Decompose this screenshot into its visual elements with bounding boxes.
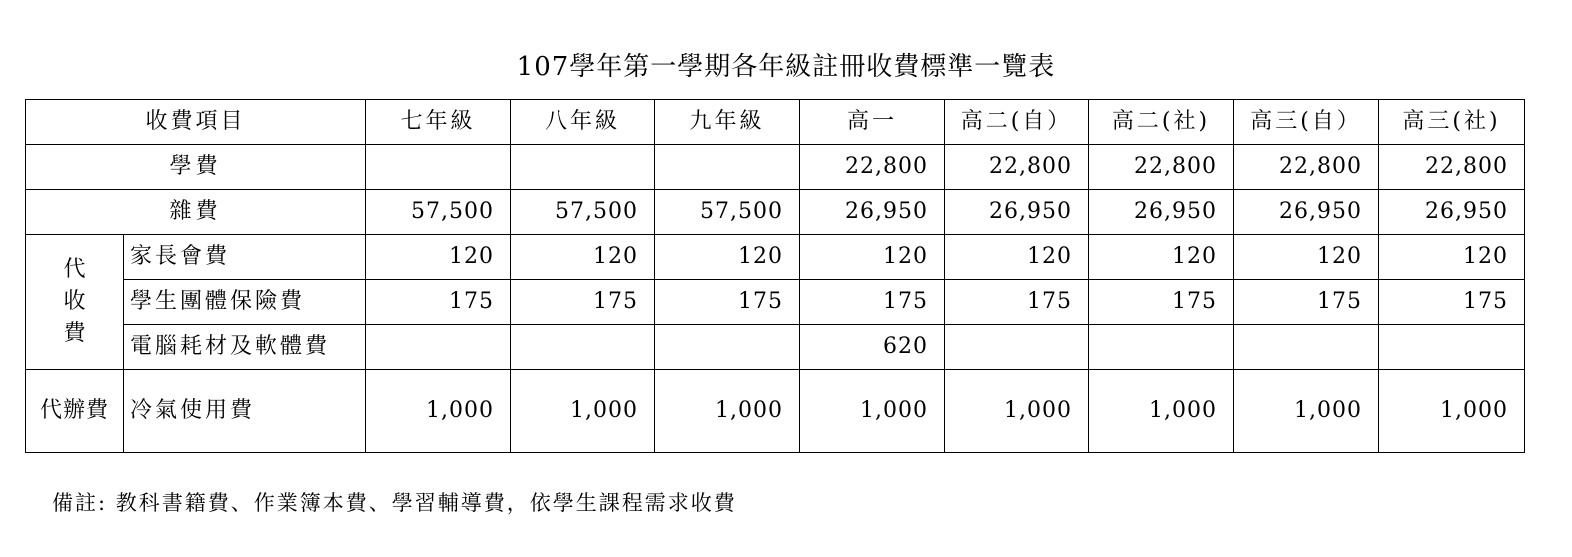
table-cell: 120: [1089, 235, 1234, 280]
table-cell: 120: [511, 235, 655, 280]
page-title: 107學年第一學期各年級註冊收費標準一覽表: [516, 52, 1056, 82]
table-cell: 120: [655, 235, 800, 280]
parents-assoc-row: [26, 235, 1525, 280]
table-cell: 26,950: [1379, 190, 1525, 235]
table-cell: 22,800: [1089, 145, 1234, 190]
table-cell: 1,000: [800, 370, 945, 453]
table-cell: 1,000: [945, 370, 1089, 453]
header-row: [26, 100, 1525, 145]
table-cell: 26,950: [1089, 190, 1234, 235]
table-cell: 120: [1379, 235, 1525, 280]
header-grade-9: 九年級: [655, 100, 800, 145]
misc-fee-label: 雜費: [26, 190, 366, 235]
table-cell: 175: [511, 280, 655, 325]
header-grade-12-science: 高三(自）: [1234, 100, 1379, 145]
header-grade-8: 八年級: [511, 100, 655, 145]
table-cell: 57,500: [655, 190, 800, 235]
table-cell: 26,950: [945, 190, 1089, 235]
header-grade-11-social: 高二(社): [1089, 100, 1234, 145]
table-cell: [655, 325, 800, 370]
table-cell: 175: [655, 280, 800, 325]
collection-group-label: [26, 235, 124, 370]
header-grade-10: 高一: [800, 100, 945, 145]
table-cell: 26,950: [800, 190, 945, 235]
collection-group-char: 收: [63, 289, 86, 314]
fee-table: [25, 99, 1525, 453]
table-cell: 22,800: [800, 145, 945, 190]
computer-fee-row: [26, 325, 1525, 370]
table-cell: [1089, 325, 1234, 370]
table-cell: 1,000: [1234, 370, 1379, 453]
footnote: 備註: 教科書籍費、作業簿本費、學習輔導費，依學生課程需求收費: [52, 491, 737, 515]
table-cell: 175: [800, 280, 945, 325]
tuition-row: [26, 145, 1525, 190]
table-cell: 1,000: [511, 370, 655, 453]
table-cell: 175: [1089, 280, 1234, 325]
table-cell: 1,000: [366, 370, 511, 453]
table-cell: 120: [800, 235, 945, 280]
table-cell: 1,000: [655, 370, 800, 453]
table-cell: 175: [1234, 280, 1379, 325]
table-cell: 57,500: [511, 190, 655, 235]
table-cell: 175: [1379, 280, 1525, 325]
air-conditioning-row: [26, 370, 1525, 453]
computer-fee-label: 電腦耗材及軟體費: [124, 325, 366, 370]
table-cell: 22,800: [1379, 145, 1525, 190]
table-cell: [511, 145, 655, 190]
air-conditioning-label: 冷氣使用費: [124, 370, 366, 453]
insurance-row: [26, 280, 1525, 325]
table-cell: 1,000: [1379, 370, 1525, 453]
table-cell: [1379, 325, 1525, 370]
table-cell: 120: [945, 235, 1089, 280]
table-cell: [655, 145, 800, 190]
table-cell: 57,500: [366, 190, 511, 235]
table-cell: 120: [366, 235, 511, 280]
table-cell: 1,000: [1089, 370, 1234, 453]
collection-group-char: 代: [63, 257, 86, 282]
table-cell: [366, 325, 511, 370]
collection-group-char: 費: [63, 321, 86, 346]
table-cell: 120: [1234, 235, 1379, 280]
tuition-label: 學費: [26, 145, 366, 190]
table-cell: 620: [800, 325, 945, 370]
table-cell: 22,800: [1234, 145, 1379, 190]
misc-fee-row: [26, 190, 1525, 235]
table-cell: 22,800: [945, 145, 1089, 190]
table-cell: 175: [366, 280, 511, 325]
table-cell: [945, 325, 1089, 370]
table-cell: [366, 145, 511, 190]
insurance-label: 學生團體保險費: [124, 280, 366, 325]
header-item-label: 收費項目: [26, 100, 366, 145]
table-cell: 175: [945, 280, 1089, 325]
parents-assoc-label: 家長會費: [124, 235, 366, 280]
header-grade-12-social: 高三(社): [1379, 100, 1525, 145]
agency-group-label: 代辦費: [26, 370, 124, 453]
header-grade-11-science: 高二(自）: [945, 100, 1089, 145]
header-grade-7: 七年級: [366, 100, 511, 145]
table-cell: 26,950: [1234, 190, 1379, 235]
table-cell: [511, 325, 655, 370]
table-cell: [1234, 325, 1379, 370]
